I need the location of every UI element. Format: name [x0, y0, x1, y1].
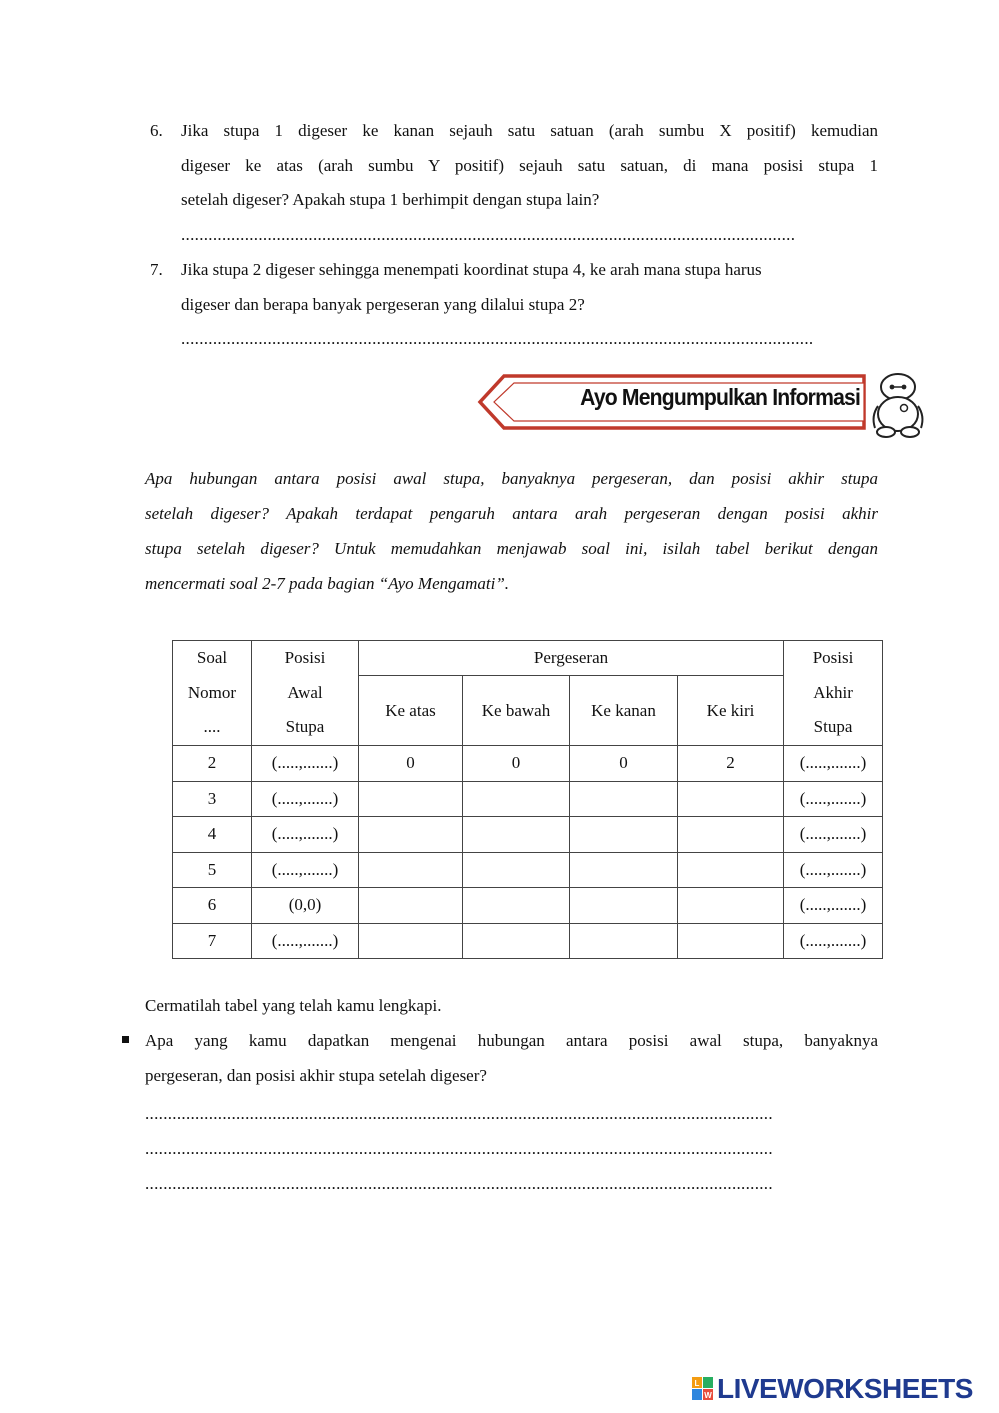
section-title: Ayo Mengumpulkan Informasi: [580, 384, 860, 410]
cell-ke-atas[interactable]: [359, 817, 463, 853]
intro-line-3: stupa setelah digeser? Untuk memudahkan menjawab soal ini, isilah tabel berikut dengan: [145, 539, 878, 558]
cell-posisi-akhir[interactable]: (.....,.......): [784, 817, 883, 853]
cell-ke-bawah[interactable]: [463, 781, 570, 817]
question-7: [150, 253, 878, 357]
cell-ke-kiri[interactable]: [678, 888, 784, 924]
header-posisi-awal-1: Posisi: [284, 648, 326, 668]
robot-mascot-icon: [874, 374, 923, 437]
question-6-line-3: setelah digeser? Apakah stupa 1 berhimpit dengan stupa lain?: [181, 190, 600, 209]
liveworksheets-text: LIVEWORKSHEETS: [717, 1373, 973, 1404]
badge-letter-w: W: [704, 1391, 712, 1400]
answer-line[interactable]: ..........................................................................................................................................: [145, 1139, 773, 1158]
question-7-number: 7.: [150, 260, 163, 279]
header-posisi-akhir-2: Akhir: [813, 682, 853, 702]
cell-ke-atas[interactable]: [359, 888, 463, 924]
after-table-text: Cermatilah tabel yang telah kamu lengkapi.: [145, 996, 442, 1015]
header-nomor-text: Nomor: [187, 682, 237, 702]
cell-posisi-awal[interactable]: (.....,.......): [252, 746, 359, 782]
bullet-square-icon: [122, 1036, 129, 1043]
shift-table: [172, 640, 883, 959]
cell-posisi-akhir[interactable]: (.....,.......): [784, 923, 883, 959]
cell-ke-kiri[interactable]: [678, 781, 784, 817]
question-7-line-1: Jika stupa 2 digeser sehingga menempati koordinat stupa 4, ke arah mana stupa harus: [181, 260, 762, 279]
bullet-line-2: pergeseran, dan posisi akhir stupa setelah digeser?: [145, 1065, 487, 1085]
answer-lines: [145, 1096, 855, 1201]
cell-ke-kanan[interactable]: [570, 852, 678, 888]
bullet-line-1: Apa yang kamu dapatkan mengenai hubungan antara posisi awal stupa, banyaknya: [145, 1031, 878, 1050]
header-posisi-akhir-1: Posisi: [812, 648, 854, 668]
cell-posisi-awal: (0,0): [252, 888, 359, 924]
question-6-answer-line[interactable]: .......................................................................................................................................: [181, 224, 796, 244]
header-ke-bawah: Ke bawah: [463, 676, 570, 746]
intro-line-4: mencermati soal 2-7 pada bagian “Ayo Mengamati”.: [145, 574, 510, 593]
header-ke-kiri: Ke kiri: [678, 676, 784, 746]
cell-ke-atas[interactable]: 0: [359, 746, 463, 782]
cell-ke-bawah[interactable]: [463, 888, 570, 924]
cell-posisi-awal[interactable]: (.....,.......): [252, 781, 359, 817]
cell-ke-kanan[interactable]: [570, 923, 678, 959]
question-6-line-1: Jika stupa 1 digeser ke kanan sejauh satu satuan (arah sumbu X positif) kemudian: [181, 121, 878, 140]
intro-line-2: setelah digeser? Apakah terdapat pengaruh antara arah pergeseran dengan posisi akhir: [145, 504, 878, 523]
cell-posisi-akhir[interactable]: (.....,.......): [784, 888, 883, 924]
question-7-answer-line[interactable]: ...........................................................................................................................................: [181, 329, 814, 348]
header-posisi-awal-2: Awal: [287, 682, 323, 702]
cell-ke-atas[interactable]: [359, 923, 463, 959]
header-ke-atas: Ke atas: [359, 676, 463, 746]
intro-line-1: Apa hubungan antara posisi awal stupa, banyaknya pergeseran, dan posisi akhir stupa: [145, 469, 878, 488]
cell-posisi-akhir[interactable]: (.....,.......): [784, 781, 883, 817]
header-posisi-awal: [252, 641, 359, 746]
header-soal-text: Soal: [196, 648, 228, 668]
cell-nomor: 6: [173, 888, 252, 924]
cell-posisi-awal[interactable]: (.....,.......): [252, 923, 359, 959]
badge-letter-l: L: [694, 1379, 700, 1388]
cell-ke-kanan[interactable]: [570, 888, 678, 924]
header-posisi-awal-3: Stupa: [285, 717, 325, 737]
header-posisi-akhir-3: Stupa: [813, 717, 853, 737]
cell-ke-kiri[interactable]: 2: [678, 746, 784, 782]
cell-nomor: 7: [173, 923, 252, 959]
header-pergeseran: Pergeseran: [359, 641, 784, 676]
cell-ke-atas[interactable]: [359, 781, 463, 817]
cell-ke-kanan[interactable]: 0: [570, 746, 678, 782]
cell-ke-bawah[interactable]: [463, 817, 570, 853]
question-6-line-2: digeser ke atas (arah sumbu Y positif) sejauh satu satuan, di mana posisi stupa 1: [181, 155, 878, 175]
header-soal-dots: ....: [203, 717, 221, 737]
liveworksheets-logo: [692, 1373, 973, 1405]
cell-posisi-awal[interactable]: (.....,.......): [252, 852, 359, 888]
cell-nomor: 2: [173, 746, 252, 782]
bullet-question: [145, 1024, 878, 1093]
table-row: [173, 781, 883, 817]
answer-line[interactable]: ..........................................................................................................................................: [145, 1174, 773, 1193]
cell-ke-bawah[interactable]: [463, 852, 570, 888]
cell-ke-atas[interactable]: [359, 852, 463, 888]
cell-nomor: 5: [173, 852, 252, 888]
liveworksheets-badge-icon: [692, 1377, 714, 1401]
table-row: [173, 888, 883, 924]
question-6: [150, 114, 878, 252]
cell-ke-kiri[interactable]: [678, 923, 784, 959]
cell-posisi-akhir[interactable]: (.....,.......): [784, 852, 883, 888]
question-6-number: 6.: [150, 121, 163, 140]
cell-nomor: 3: [173, 781, 252, 817]
cell-ke-kanan[interactable]: [570, 781, 678, 817]
cell-ke-kiri[interactable]: [678, 852, 784, 888]
table-row: [173, 746, 883, 782]
cell-ke-kiri[interactable]: [678, 817, 784, 853]
table-row: [173, 852, 883, 888]
question-7-line-2: digeser dan berapa banyak pergeseran yang dilalui stupa 2?: [181, 294, 585, 314]
intro-paragraph: [145, 461, 878, 601]
header-posisi-akhir: [784, 641, 883, 746]
cell-posisi-awal[interactable]: (.....,.......): [252, 817, 359, 853]
answer-line[interactable]: ..........................................................................................................................................: [145, 1104, 773, 1123]
cell-ke-kanan[interactable]: [570, 817, 678, 853]
cell-posisi-akhir[interactable]: (.....,.......): [784, 746, 883, 782]
table-row: [173, 817, 883, 853]
header-soal-nomor: [173, 641, 252, 746]
cell-nomor: 4: [173, 817, 252, 853]
header-ke-kanan: Ke kanan: [570, 676, 678, 746]
table-row: [173, 923, 883, 959]
cell-ke-bawah[interactable]: [463, 923, 570, 959]
cell-ke-bawah[interactable]: 0: [463, 746, 570, 782]
